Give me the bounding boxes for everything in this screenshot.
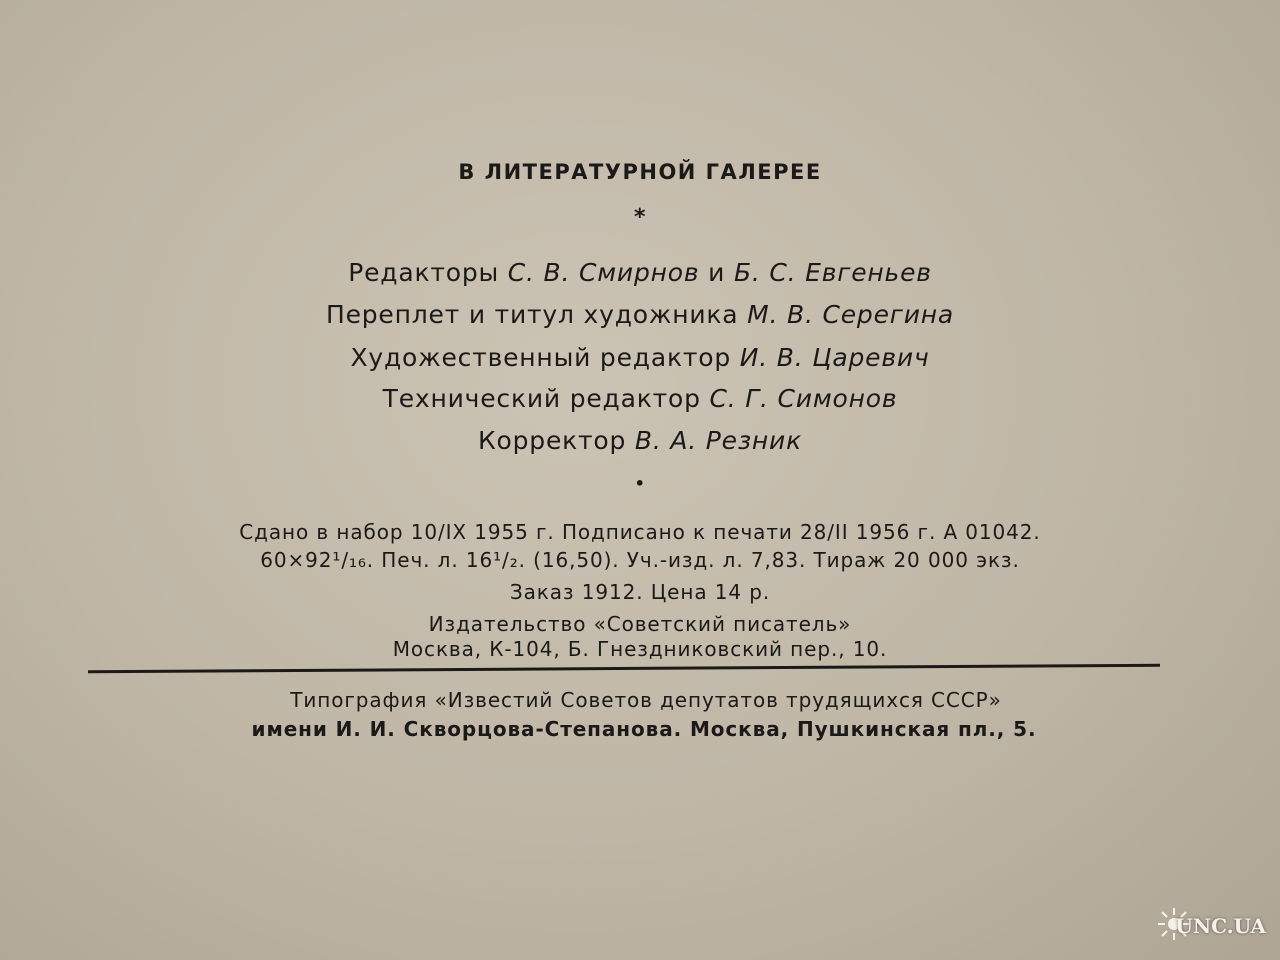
imprint-line-typeset: Сдано в набор 10/IX 1955 г. Подписано к печати 28/II 1956 г. А 01042.	[239, 520, 1041, 544]
credit-name: В. А. Резник	[634, 426, 803, 455]
imprint-line-format: 60×92¹/₁₆. Печ. л. 16¹/₂. (16,50). Уч.-изд. л. 7,83. Тираж 20 000 экз.	[260, 548, 1020, 572]
printer-line-1: Типография «Известий Советов депутатов трудящихся СССР»	[290, 688, 1002, 712]
credit-role: Технический редактор	[382, 384, 701, 413]
credit-name: Б. С. Евгеньев	[733, 258, 932, 287]
star-separator: *	[633, 205, 646, 230]
credit-name: И. В. Царевич	[739, 343, 930, 372]
watermark-text: UNC.UA	[1175, 914, 1266, 938]
credit-editors	[0, 258, 1280, 287]
credit-role: Художественный редактор	[350, 343, 731, 372]
series-title: В ЛИТЕРАТУРНОЙ ГАЛЕРЕЕ	[458, 160, 822, 184]
credit-role: Переплет и титул художника	[325, 300, 739, 329]
imprint-line-publisher: Издательство «Советский писатель»	[428, 612, 852, 636]
imprint-line-order: Заказ 1912. Цена 14 р.	[509, 580, 771, 604]
credit-art-editor	[0, 343, 1280, 372]
imprint-line-address: Москва, К-104, Б. Гнездниковский пер., 10.	[392, 637, 888, 661]
credit-role: Редакторы	[348, 258, 500, 287]
credit-binding-artist	[0, 300, 1280, 329]
credit-role: Корректор	[477, 426, 627, 455]
credit-name: М. В. Серегина	[747, 300, 955, 329]
divider-rule	[88, 664, 1160, 674]
dot-separator: •	[634, 474, 646, 493]
site-watermark	[1156, 898, 1266, 946]
credit-name: С. В. Смирнов	[507, 258, 700, 287]
printer-line-2: имени И. И. Скворцова-Степанова. Москва, Пушкинская пл., 5.	[251, 717, 1037, 741]
credit-joiner: и	[708, 258, 726, 287]
credit-name: С. Г. Симонов	[709, 384, 898, 413]
credit-proofreader	[0, 426, 1280, 455]
credit-tech-editor	[0, 384, 1280, 413]
